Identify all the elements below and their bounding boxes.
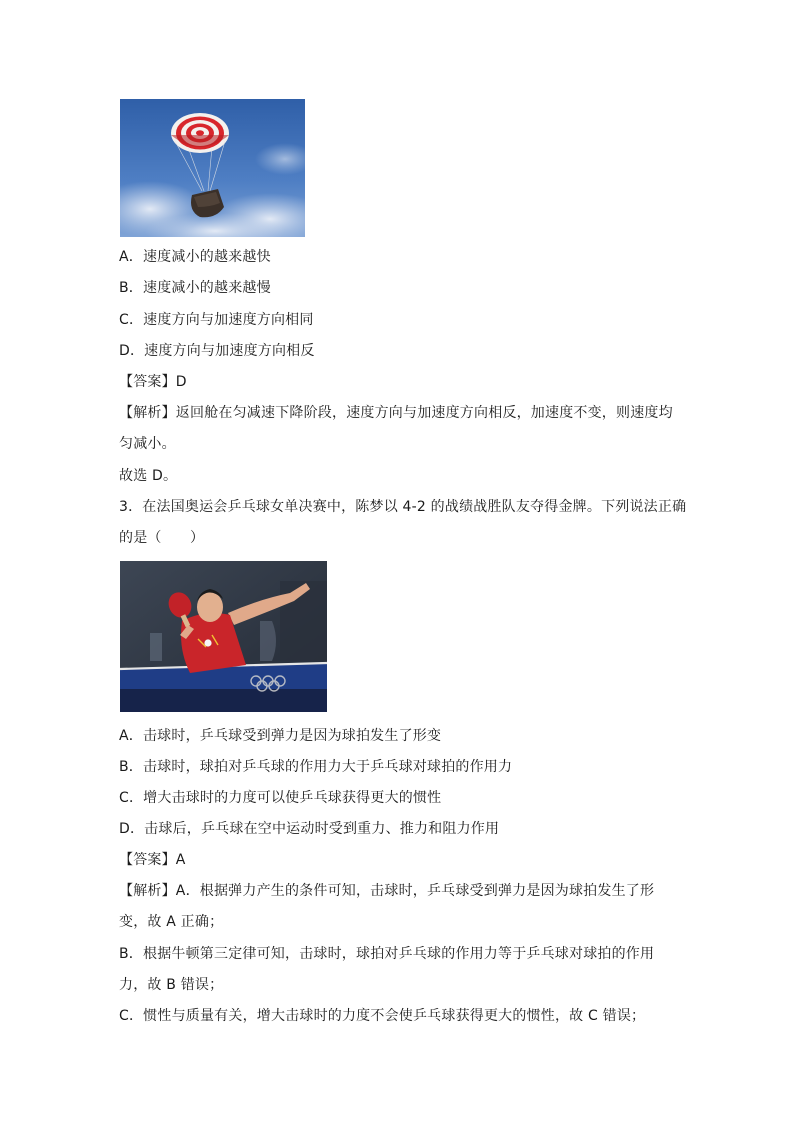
q2-conclusion: 故选 D。 (119, 468, 178, 484)
q3-option-a: A．击球时，乒乓球受到弹力是因为球拍发生了形变 (119, 728, 442, 744)
q2-option-c: C．速度方向与加速度方向相同 (119, 312, 314, 328)
q3-analysis-line-3: B．根据牛顿第三定律可知，击球时，球拍对乒乓球的作用力等于乒乓球对球拍的作用 (119, 946, 655, 962)
q3-option-c: C．增大击球时的力度可以使乒乓球获得更大的惯性 (119, 790, 442, 806)
q2-analysis-line-2: 匀减小。 (119, 436, 176, 452)
q2-option-a: A．速度减小的越来越快 (119, 249, 271, 265)
q3-option-b: B．击球时，球拍对乒乓球的作用力大于乒乓球对球拍的作用力 (119, 759, 513, 775)
q3-stem-line-2: 的是（ ） (119, 530, 205, 546)
table-tennis-image (120, 561, 327, 712)
q3-analysis-line-1: 【解析】A．根据弹力产生的条件可知，击球时，乒乓球受到弹力是因为球拍发生了形 (119, 883, 655, 899)
q3-analysis-line-4: 力，故 B 错误； (119, 977, 224, 993)
q3-stem-line-1: 3．在法国奥运会乒乓球女单决赛中，陈梦以 4-2 的战绩战胜队友夺得金牌。下列说法正确 (119, 499, 687, 515)
parachute-capsule-image (120, 99, 305, 237)
q2-analysis-line-1: 【解析】返回舱在匀减速下降阶段，速度方向与加速度方向相反，加速度不变，则速度均 (119, 405, 673, 421)
table-tennis-player-icon (120, 561, 327, 712)
q3-analysis-line-2: 变，故 A 正确； (119, 914, 224, 930)
q2-option-b: B．速度减小的越来越慢 (119, 280, 271, 296)
q3-option-d: D．击球后，乒乓球在空中运动时受到重力、推力和阻力作用 (119, 821, 500, 837)
q3-answer: 【答案】A (119, 852, 186, 868)
q2-answer: 【答案】D (119, 374, 187, 390)
q2-option-d: D．速度方向与加速度方向相反 (119, 343, 315, 359)
parachute-icon (120, 99, 305, 237)
q3-analysis-line-5: C．惯性与质量有关，增大击球时的力度不会使乒乓球获得更大的惯性，故 C 错误； (119, 1008, 646, 1024)
